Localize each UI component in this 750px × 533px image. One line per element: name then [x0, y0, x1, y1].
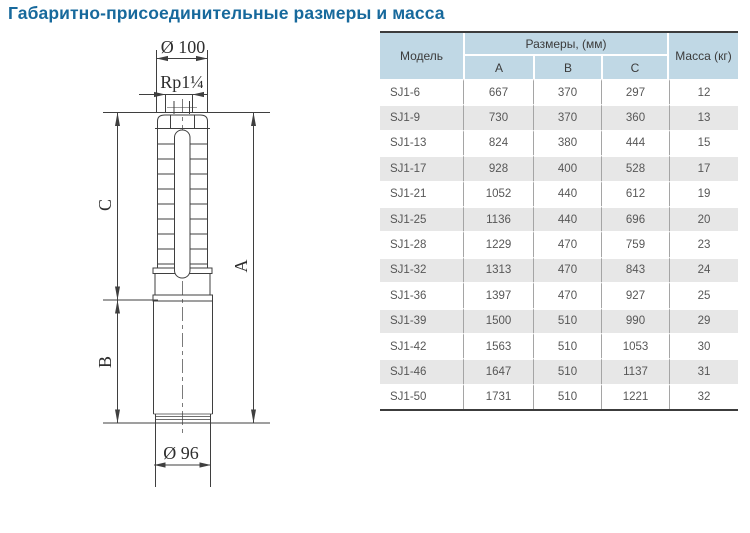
dim-thread	[139, 92, 207, 112]
b-value-cell: 440	[533, 181, 601, 206]
c-value-cell: 297	[601, 79, 669, 104]
mass-value-cell: 31	[669, 358, 738, 383]
mass-value-cell: 19	[669, 181, 738, 206]
c-value-cell: 1221	[601, 384, 669, 409]
a-value-cell: 1647	[463, 358, 533, 383]
table-row	[380, 384, 738, 409]
c-value-cell: 927	[601, 282, 669, 307]
mass-value-cell: 20	[669, 206, 738, 231]
b-value-cell: 370	[533, 104, 601, 129]
col-header-b: B	[533, 56, 601, 79]
c-value-cell: 612	[601, 181, 669, 206]
b-value-cell: 370	[533, 79, 601, 104]
model-cell: SJ1-13	[380, 130, 463, 155]
model-cell: SJ1-46	[380, 358, 463, 383]
a-value-cell: 1052	[463, 181, 533, 206]
col-header-model: Модель	[380, 33, 463, 79]
table-row	[380, 257, 738, 282]
b-value-cell: 380	[533, 130, 601, 155]
b-value-cell: 400	[533, 155, 601, 180]
a-value-cell: 1500	[463, 308, 533, 333]
mass-value-cell: 12	[669, 79, 738, 104]
col-header-c: C	[601, 56, 669, 79]
a-value-cell: 1397	[463, 282, 533, 307]
mass-value-cell: 15	[669, 130, 738, 155]
table-row	[380, 79, 738, 104]
model-cell: SJ1-17	[380, 155, 463, 180]
top-diameter-label: Ø 100	[160, 37, 206, 57]
b-value-cell: 440	[533, 206, 601, 231]
model-cell: SJ1-36	[380, 282, 463, 307]
a-value-cell: 1731	[463, 384, 533, 409]
dim-b-label: B	[95, 355, 115, 369]
a-value-cell: 667	[463, 79, 533, 104]
cable-guard-channel	[175, 130, 191, 278]
model-cell: SJ1-32	[380, 257, 463, 282]
a-value-cell: 1563	[463, 333, 533, 358]
c-value-cell: 696	[601, 206, 669, 231]
table-row	[380, 181, 738, 206]
spec-table	[380, 33, 738, 409]
dim-c-line	[115, 113, 120, 301]
b-value-cell: 510	[533, 358, 601, 383]
a-value-cell: 928	[463, 155, 533, 180]
b-value-cell: 510	[533, 308, 601, 333]
model-cell: SJ1-6	[380, 79, 463, 104]
table-row	[380, 282, 738, 307]
a-value-cell: 730	[463, 104, 533, 129]
dim-a-label: A	[231, 259, 251, 273]
c-value-cell: 843	[601, 257, 669, 282]
a-value-cell: 1313	[463, 257, 533, 282]
b-value-cell: 470	[533, 257, 601, 282]
c-value-cell: 444	[601, 130, 669, 155]
c-value-cell: 759	[601, 231, 669, 256]
mass-value-cell: 30	[669, 333, 738, 358]
dim-bottom-diameter	[154, 462, 211, 467]
table-row	[380, 130, 738, 155]
col-header-dimensions: Размеры, (мм)	[463, 33, 669, 56]
model-cell: SJ1-21	[380, 181, 463, 206]
mass-value-cell: 32	[669, 384, 738, 409]
mass-value-cell: 23	[669, 231, 738, 256]
table-row	[380, 308, 738, 333]
c-value-cell: 1053	[601, 333, 669, 358]
model-cell: SJ1-28	[380, 231, 463, 256]
dim-c-label: C	[95, 198, 115, 212]
table-row	[380, 333, 738, 358]
col-header-mass: Масса (кг)	[669, 33, 738, 79]
mass-value-cell: 25	[669, 282, 738, 307]
table-row	[380, 231, 738, 256]
dim-b-line	[115, 300, 120, 423]
model-cell: SJ1-25	[380, 206, 463, 231]
mass-value-cell: 13	[669, 104, 738, 129]
model-cell: SJ1-42	[380, 333, 463, 358]
table-row	[380, 358, 738, 383]
spec-table-body	[380, 79, 738, 409]
dim-a-line	[251, 113, 256, 424]
mass-value-cell: 29	[669, 308, 738, 333]
model-cell: SJ1-9	[380, 104, 463, 129]
a-value-cell: 824	[463, 130, 533, 155]
mass-value-cell: 17	[669, 155, 738, 180]
model-cell: SJ1-39	[380, 308, 463, 333]
table-row	[380, 206, 738, 231]
model-cell: SJ1-50	[380, 384, 463, 409]
bottom-diameter-label: Ø 96	[163, 443, 199, 463]
c-value-cell: 1137	[601, 358, 669, 383]
c-value-cell: 528	[601, 155, 669, 180]
b-value-cell: 470	[533, 231, 601, 256]
table-row	[380, 155, 738, 180]
col-header-a: A	[463, 56, 533, 79]
table-row	[380, 104, 738, 129]
thread-label: Rp1¼	[160, 72, 204, 92]
b-value-cell: 510	[533, 384, 601, 409]
c-value-cell: 990	[601, 308, 669, 333]
c-value-cell: 360	[601, 104, 669, 129]
a-value-cell: 1229	[463, 231, 533, 256]
mass-value-cell: 24	[669, 257, 738, 282]
b-value-cell: 470	[533, 282, 601, 307]
spec-table-container	[380, 31, 738, 411]
a-value-cell: 1136	[463, 206, 533, 231]
b-value-cell: 510	[533, 333, 601, 358]
page-title: Габаритно-присоединительные размеры и масса	[8, 3, 445, 23]
